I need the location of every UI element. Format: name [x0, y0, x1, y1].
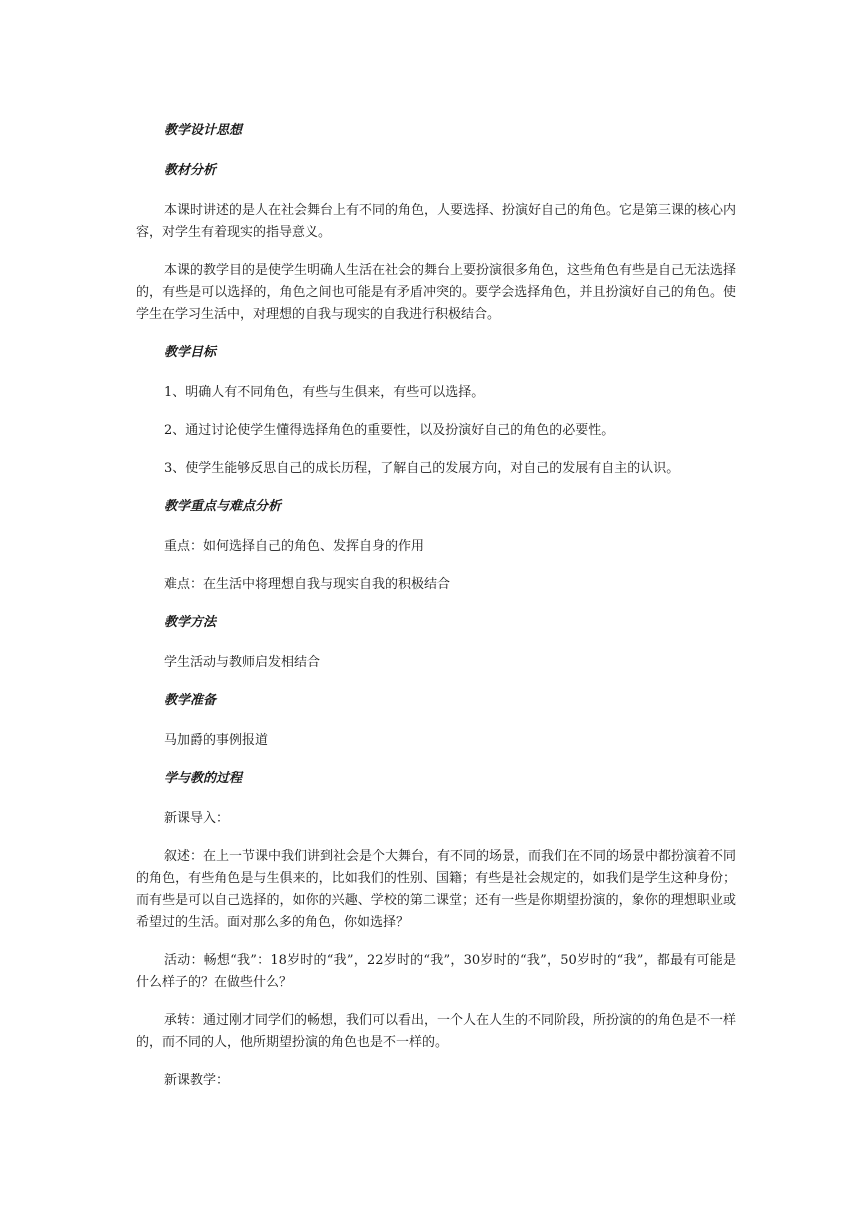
- paragraph: 叙述：在上一节课中我们讲到社会是个大舞台，有不同的场景，而我们在不同的场景中都扮演着不同的角色，有些角色是与生俱来的，比如我们的性别、国籍；有些是社会规定的，如我们是学生这种身份；而有些是可以自己选择的，如你的兴趣、学校的第二课堂；还有一些是你期望扮演的，象你的理想职业或希望过的生活。面对那么多的角色，你如选择？: [136, 849, 737, 930]
- paragraph: 本课的教学目的是使学生明确人生活在社会的舞台上要扮演很多角色，这些角色有些是自己无法选择的，有些是可以选择的，角色之间也可能是有矛盾冲突的。要学会选择角色，并且扮演好自己的角色。使学生在学习生活中，对理想的自我与现实的自我进行积极结合。: [136, 263, 737, 322]
- paragraph: 新课教学：: [164, 1073, 230, 1088]
- heading-design-idea: 教学设计思想: [164, 123, 243, 138]
- paragraph: 重点：如何选择自己的角色、发挥自身的作用: [164, 539, 425, 554]
- goal-item: 1、明确人有不同角色，有些与生俱来，有些可以选择。: [164, 385, 485, 400]
- heading-teaching-method: 教学方法: [164, 615, 217, 630]
- heading-material-analysis: 教材分析: [164, 163, 217, 178]
- paragraph: 本课时讲述的是人在社会舞台上有不同的角色，人要选择、扮演好自己的角色。它是第三课的核心内容，对学生有着现实的指导意义。: [136, 203, 737, 240]
- goal-item: 3、使学生能够反思自己的成长历程，了解自己的发展方向，对自己的发展有自主的认识。: [164, 461, 680, 476]
- heading-teaching-goals: 教学目标: [164, 345, 217, 360]
- paragraph: 承转：通过刚才同学们的畅想，我们可以看出，一个人在人生的不同阶段，所扮演的的角色是不一样的，而不同的人，他所期望扮演的角色也是不一样的。: [136, 1013, 737, 1050]
- goal-item: 2、通过讨论使学生懂得选择角色的重要性，以及扮演好自己的角色的必要性。: [164, 423, 615, 438]
- paragraph: 难点：在生活中将理想自我与现实自我的积极结合: [164, 577, 451, 592]
- paragraph: 新课导入：: [164, 811, 230, 826]
- paragraph: 马加爵的事例报道: [164, 733, 269, 748]
- heading-process: 学与教的过程: [164, 771, 243, 786]
- document-body: [136, 120, 736, 1108]
- paragraph: 学生活动与教师启发相结合: [164, 655, 321, 670]
- heading-preparation: 教学准备: [164, 693, 217, 708]
- heading-key-points: 教学重点与难点分析: [164, 499, 282, 514]
- paragraph: 活动：畅想“我”：18岁时的“我”，22岁时的“我”，30岁时的“我”，50岁时的“我”，都最有可能是什么样子的？在做些什么？: [136, 953, 736, 990]
